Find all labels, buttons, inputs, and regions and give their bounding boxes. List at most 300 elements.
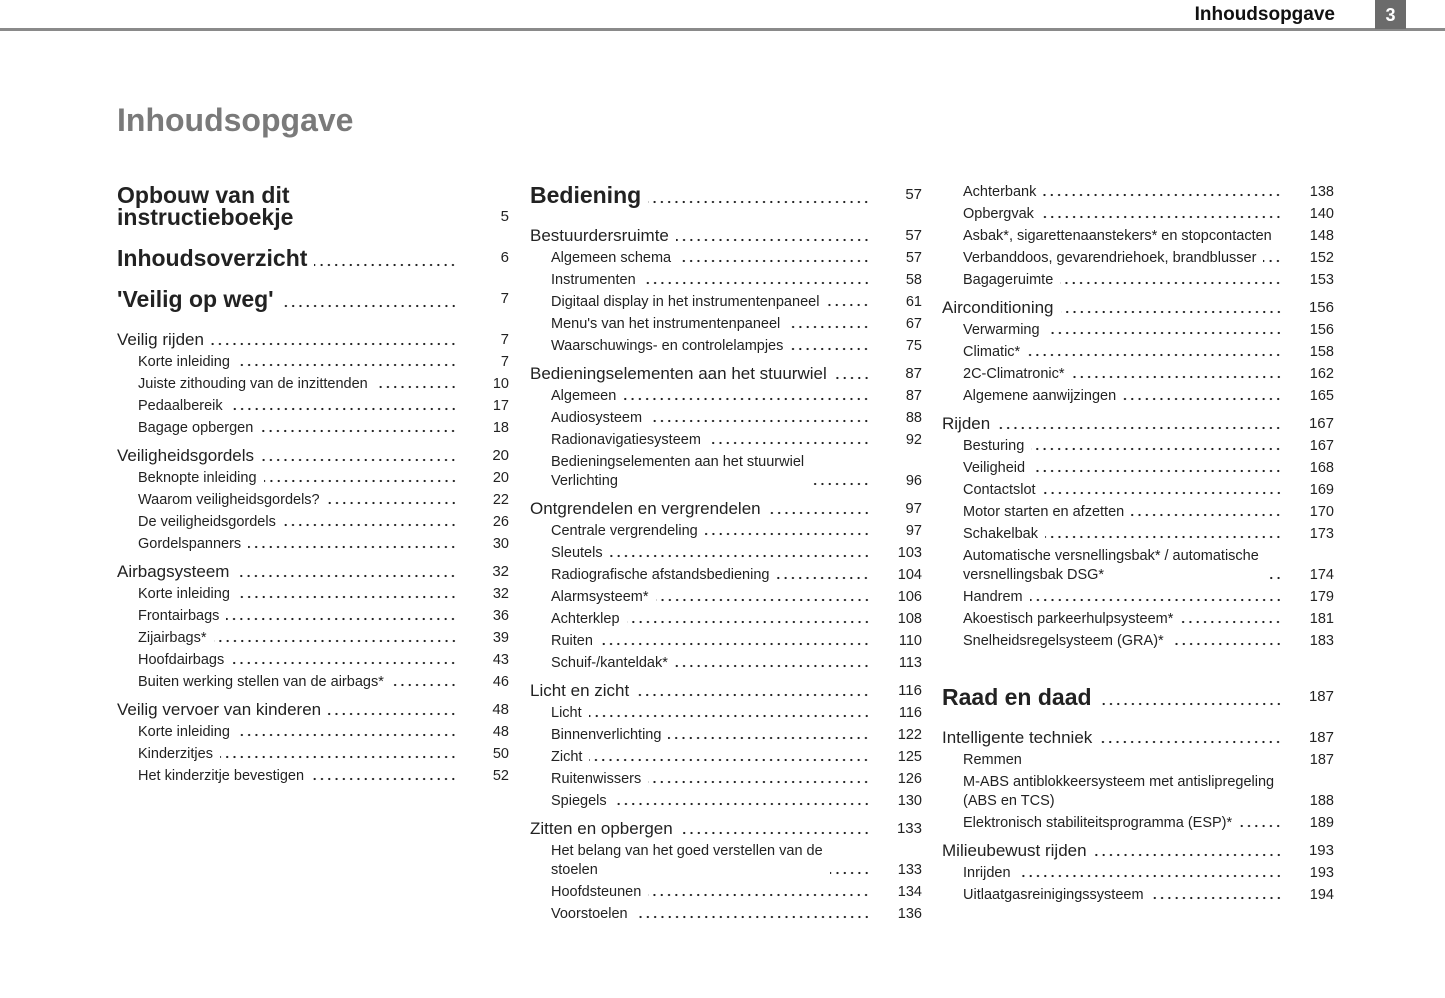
toc-entry-label: Schakelbak (963, 525, 1038, 542)
toc-subsection[interactable] (530, 840, 922, 881)
toc-entry-label: Veilig vervoer van kinderen (117, 700, 322, 719)
dot-leader (220, 753, 457, 759)
toc-entry-label: 'Veilig op weg' (117, 286, 274, 312)
toc-entry-label: M-ABS antiblokkeersysteem met antislipregeling (ABS en TCS) (963, 773, 1275, 809)
dot-leader (281, 302, 457, 308)
toc-subsection[interactable] (117, 373, 509, 395)
toc-section[interactable] (942, 297, 1334, 319)
dot-leader (1043, 489, 1282, 495)
toc-subsection[interactable] (530, 652, 922, 674)
dot-leader (1027, 351, 1282, 357)
toc-entry-text (942, 547, 1282, 585)
dot-leader (678, 257, 870, 263)
toc-page-number: 87 (905, 387, 922, 404)
toc-entry-text (117, 329, 457, 351)
dot-leader (1094, 851, 1282, 857)
toc-page-number: 46 (492, 673, 509, 690)
toc-page-number: 156 (1309, 321, 1334, 338)
toc-entry-text (530, 610, 870, 629)
dot-leader (643, 279, 870, 285)
dot-leader (260, 427, 457, 433)
toc-subsection[interactable] (117, 605, 509, 627)
toc-subsection[interactable] (117, 351, 509, 373)
toc-entry-label: Menu's van het instrumentenpaneel (551, 315, 781, 332)
toc-subsection[interactable] (942, 749, 1334, 771)
toc-subsection[interactable] (530, 291, 922, 313)
toc-subsection[interactable] (942, 457, 1334, 479)
toc-page-number: 32 (492, 585, 509, 602)
toc-entry-text (942, 387, 1282, 406)
toc-entry-label: Airbagsysteem (117, 562, 230, 581)
dot-leader (236, 572, 457, 578)
toc-section[interactable] (117, 561, 509, 583)
dot-leader (211, 340, 457, 346)
toc-page-number: 7 (500, 331, 509, 348)
toc-subsection[interactable] (942, 269, 1334, 291)
dot-leader (391, 681, 457, 687)
toc-entry-label: Raad en daad (942, 684, 1092, 710)
toc-page-number: 193 (1309, 864, 1334, 881)
toc-subsection[interactable] (530, 768, 922, 790)
toc-subsection[interactable] (530, 630, 922, 652)
toc-entry-label: Korte inleiding (138, 723, 230, 740)
toc-subsection[interactable] (530, 247, 922, 269)
toc-subsection[interactable] (942, 225, 1334, 247)
toc-entry-text (530, 225, 870, 247)
toc-entry-label: Waarom veiligheidsgordels? (138, 491, 320, 508)
toc-entry-text (942, 205, 1282, 224)
toc-subsection[interactable] (117, 467, 509, 489)
dot-leader (1123, 395, 1282, 401)
toc-subsection[interactable] (942, 247, 1334, 269)
toc-entry-text (530, 680, 870, 702)
toc-entry-label: Schuif-/kanteldak* (551, 654, 668, 671)
toc-entry-label: Bedieningselementen aan het stuurwiel Verlichting (551, 453, 805, 489)
toc-entry-label: Waarschuwings- en controlelampjes (551, 337, 784, 354)
toc-section[interactable] (117, 445, 509, 467)
toc-section[interactable] (942, 727, 1334, 749)
toc-page-number: 57 (905, 249, 922, 266)
dot-leader (1061, 308, 1282, 314)
toc-section[interactable] (530, 363, 922, 385)
toc-page-number: 136 (897, 905, 922, 922)
toc-page-number: 183 (1309, 632, 1334, 649)
dot-leader (636, 691, 870, 697)
toc-subsection[interactable] (942, 608, 1334, 630)
toc-entry-text (530, 842, 870, 880)
toc-subsection[interactable] (942, 884, 1334, 906)
toc-entry-label: Audiosysteem (551, 409, 643, 426)
toc-page-number: 133 (896, 820, 922, 837)
toc-page-number: 162 (1309, 365, 1334, 382)
toc-page-number: 20 (492, 447, 509, 464)
toc-entry-label: Korte inleiding (138, 353, 230, 370)
toc-page-number: 126 (897, 770, 922, 787)
toc-entry-label: Elektronisch stabiliteitsprogramma (ESP)* (963, 814, 1233, 831)
dot-leader (264, 477, 457, 483)
dot-leader (589, 712, 870, 718)
toc-page-number: 17 (492, 397, 509, 414)
dot-leader (787, 323, 870, 329)
dot-leader (231, 659, 457, 665)
dot-leader (230, 405, 457, 411)
toc-page-number: 138 (1309, 183, 1334, 200)
dot-leader (327, 499, 457, 505)
toc-entry-label: Binnenverlichting (551, 726, 662, 743)
toc-entry-label: Het belang van het goed verstellen van de stoelen (551, 842, 823, 878)
toc-page-number: 32 (492, 563, 509, 580)
toc-entry-text (117, 513, 457, 532)
dot-leader (776, 574, 870, 580)
toc-entry-text (117, 629, 457, 648)
toc-subsection[interactable] (942, 501, 1334, 523)
dot-leader (627, 618, 870, 624)
toc-page-number: 7 (500, 353, 509, 370)
dot-leader (1031, 445, 1282, 451)
toc-entry-label: Kinderzitjes (138, 745, 213, 762)
toc-entry-text (530, 748, 870, 767)
toc-page-number: 30 (492, 535, 509, 552)
toc-entry-label: Centrale vergrendeling (551, 522, 698, 539)
toc-page-number: 140 (1309, 205, 1334, 222)
toc-entry-text (117, 353, 457, 372)
toc-section[interactable] (530, 225, 922, 247)
toc-entry-label: Frontairbags (138, 607, 220, 624)
toc-entry-text (942, 525, 1282, 544)
dot-leader (1180, 618, 1282, 624)
dot-leader (589, 756, 870, 762)
toc-page-number: 50 (492, 745, 509, 762)
toc-entry-text (530, 632, 870, 651)
toc-subsection[interactable] (530, 335, 922, 357)
toc-entry-label: Achterbank (963, 183, 1037, 200)
toc-entry-text (117, 561, 457, 583)
toc-subsection[interactable] (530, 542, 922, 564)
toc-subsection[interactable] (942, 181, 1334, 203)
toc-section[interactable] (942, 840, 1334, 862)
toc-subsection[interactable] (117, 395, 509, 417)
dot-leader (1171, 640, 1282, 646)
toc-page-number: 193 (1308, 842, 1334, 859)
dot-leader (668, 734, 870, 740)
toc-entry-text (117, 491, 457, 510)
toc-entry-text (942, 588, 1282, 607)
toc-subsection[interactable] (942, 385, 1334, 407)
toc-entry-label: Zijairbags* (138, 629, 207, 646)
toc-subsection[interactable] (942, 363, 1334, 385)
toc-entry-text (530, 522, 870, 541)
dot-leader (226, 615, 457, 621)
toc-subsection[interactable] (530, 724, 922, 746)
toc-entry-text (942, 481, 1282, 500)
toc-entry-text (942, 840, 1282, 862)
toc-page-number: 48 (492, 723, 509, 740)
toc-subsection[interactable] (530, 385, 922, 407)
toc-page-number: 75 (905, 337, 922, 354)
toc-page-number: 133 (897, 861, 922, 878)
toc-entry-label: Motor starten en afzetten (963, 503, 1125, 520)
toc-entry-label: Veiligheid (963, 459, 1026, 476)
toc-entry-label: Pedaalbereik (138, 397, 223, 414)
toc-entry-label: Ruiten (551, 632, 593, 649)
toc-subsection[interactable] (530, 564, 922, 586)
toc-page-number: 18 (492, 419, 509, 436)
dot-leader (1099, 700, 1282, 706)
toc-subsection[interactable] (117, 511, 509, 533)
toc-subsection[interactable] (530, 881, 922, 903)
running-header-title: Inhoudsopgave (1194, 4, 1335, 25)
dot-leader (623, 395, 870, 401)
page-number-badge: 3 (1375, 0, 1406, 29)
toc-page-number: 130 (897, 792, 922, 809)
toc-entry-text (942, 727, 1282, 749)
toc-entry-label: Voorstoelen (551, 905, 628, 922)
toc-chapter[interactable] (117, 184, 509, 228)
dot-leader (708, 439, 870, 445)
toc-entry-label: 2C-Climatronic* (963, 365, 1065, 382)
toc-section[interactable] (530, 680, 922, 702)
toc-section[interactable] (530, 818, 922, 840)
toc-entry-label: Verwarming (963, 321, 1040, 338)
dot-leader (656, 596, 871, 602)
toc-subsection[interactable] (530, 269, 922, 291)
toc-entry-label: Gordelspanners (138, 535, 242, 552)
toc-subsection[interactable] (530, 586, 922, 608)
toc-entry-text (530, 498, 870, 520)
dot-leader (1047, 329, 1282, 335)
toc-section[interactable] (530, 498, 922, 520)
toc-subsection[interactable] (942, 862, 1334, 884)
toc-subsection[interactable] (942, 771, 1334, 812)
toc-chapter[interactable] (530, 184, 922, 206)
toc-chapter[interactable] (117, 247, 509, 269)
toc-entry-text (942, 610, 1282, 629)
toc-entry-text (530, 726, 870, 745)
dot-leader (311, 775, 457, 781)
dot-leader (237, 731, 457, 737)
toc-page-number: 194 (1309, 886, 1334, 903)
toc-entry-text (942, 365, 1282, 384)
dot-leader (610, 552, 870, 558)
toc-subsection[interactable] (942, 319, 1334, 341)
toc-entry-label: Akoestisch parkeerhulpsysteem* (963, 610, 1174, 627)
toc-subsection[interactable] (942, 545, 1334, 586)
toc-entry-text (530, 818, 870, 840)
dot-leader (648, 778, 870, 784)
toc-entry-text (530, 588, 870, 607)
toc-page-number: 43 (492, 651, 509, 668)
toc-subsection[interactable] (530, 702, 922, 724)
toc-column-3 (942, 181, 1334, 906)
toc-page-number: 57 (905, 186, 922, 203)
toc-subsection[interactable] (530, 520, 922, 542)
dot-leader (283, 521, 457, 527)
toc-subsection[interactable] (117, 743, 509, 765)
toc-subsection[interactable] (942, 479, 1334, 501)
toc-section[interactable] (117, 699, 509, 721)
toc-entry-text (530, 387, 870, 406)
toc-entry-text (942, 814, 1282, 833)
toc-entry-label: Bedieningselementen aan het stuurwiel (530, 364, 827, 383)
toc-entry-text (942, 503, 1282, 522)
dot-leader (1099, 738, 1282, 744)
toc-subsection[interactable] (117, 489, 509, 511)
toc-subsection[interactable] (117, 627, 509, 649)
dot-leader (261, 456, 457, 462)
dot-leader (237, 361, 457, 367)
toc-entry-label: Digitaal display in het instrumentenpaneel (551, 293, 820, 310)
toc-subsection[interactable] (117, 649, 509, 671)
toc-page-number: 169 (1309, 481, 1334, 498)
toc-entry-text (117, 469, 457, 488)
toc-entry-text (117, 375, 457, 394)
toc-entry-text (942, 413, 1282, 435)
toc-entry-text (530, 883, 870, 902)
toc-entry-label: Juiste zithouding van de inzittenden (138, 375, 368, 392)
toc-page-number: 36 (492, 607, 509, 624)
toc-page-number: 125 (897, 748, 922, 765)
toc-subsection[interactable] (942, 341, 1334, 363)
toc-page-number: 52 (492, 767, 509, 784)
toc-page-number: 22 (492, 491, 509, 508)
toc-page-number: 122 (897, 726, 922, 743)
toc-subsection[interactable] (942, 630, 1334, 652)
toc-entry-label: Automatische versnellingsbak* / automatische versnellingsbak DSG* (963, 547, 1259, 583)
toc-entry-text (942, 437, 1282, 456)
toc-page-number: 187 (1308, 688, 1334, 705)
toc-subsection[interactable] (117, 583, 509, 605)
toc-page-number: 116 (898, 682, 922, 699)
toc-entry-label: Korte inleiding (138, 585, 230, 602)
toc-entry-label: Bestuurdersruimte (530, 226, 669, 245)
toc-chapter[interactable] (942, 686, 1334, 708)
toc-entry-text (117, 767, 457, 786)
toc-page-number: 165 (1309, 387, 1334, 404)
toc-subsection[interactable] (117, 533, 509, 555)
dot-leader (614, 800, 870, 806)
toc-subsection[interactable] (530, 429, 922, 451)
dot-leader (1018, 872, 1282, 878)
toc-subsection[interactable] (530, 313, 922, 335)
toc-subsection[interactable] (530, 790, 922, 812)
toc-page-number: 108 (897, 610, 922, 627)
toc-subsection[interactable] (117, 721, 509, 743)
toc-entry-text (942, 632, 1282, 651)
toc-entry-text (117, 419, 457, 438)
toc-subsection[interactable] (530, 903, 922, 925)
toc-entry-label: Opbouw van dit instructieboekje (117, 182, 294, 230)
toc-entry-label: Algemene aanwijzingen (963, 387, 1117, 404)
toc-subsection[interactable] (942, 586, 1334, 608)
toc-subsection[interactable] (942, 203, 1334, 225)
toc-entry-text (117, 673, 457, 692)
toc-entry-text (530, 453, 870, 491)
dot-leader (676, 236, 870, 242)
toc-entry-label: Hoofdsteunen (551, 883, 642, 900)
toc-page-number: 148 (1309, 227, 1334, 244)
dot-leader (328, 710, 457, 716)
toc-entry-text (117, 247, 457, 269)
toc-subsection[interactable] (530, 407, 922, 429)
toc-entry-text (942, 183, 1282, 202)
toc-page-number: 26 (492, 513, 509, 530)
dot-leader (600, 640, 870, 646)
toc-entry-text (942, 271, 1282, 290)
toc-entry-text (530, 409, 870, 428)
toc-entry-label: Milieubewust rijden (942, 841, 1087, 860)
toc-entry-text (117, 723, 457, 742)
dot-leader (680, 829, 870, 835)
toc-entry-text (117, 445, 457, 467)
toc-page-number: 92 (905, 431, 922, 448)
toc-page-number: 106 (897, 588, 922, 605)
toc-page-number: 57 (905, 227, 922, 244)
toc-entry-text (117, 607, 457, 626)
toc-entry-label: Radiografische afstandsbediening (551, 566, 770, 583)
toc-page-number: 39 (492, 629, 509, 646)
toc-entry-text (530, 654, 870, 673)
toc-entry-text (942, 343, 1282, 362)
toc-page-number: 97 (905, 522, 922, 539)
toc-subsection[interactable] (530, 746, 922, 768)
toc-page-number: 116 (898, 704, 922, 721)
toc-page-number: 5 (500, 208, 509, 225)
toc-subsection[interactable] (117, 671, 509, 693)
toc-page-number: 6 (500, 249, 509, 266)
toc-entry-label: Remmen (963, 751, 1022, 768)
toc-subsection[interactable] (117, 417, 509, 439)
toc-entry-label: Besturing (963, 437, 1025, 454)
toc-entry-text (117, 535, 457, 554)
dot-leader (1060, 279, 1282, 285)
toc-subsection[interactable] (530, 608, 922, 630)
toc-entry-label: Algemeen (551, 387, 617, 404)
toc-entry-text (942, 227, 1282, 246)
toc-entry-label: Airconditioning (942, 298, 1054, 317)
toc-section[interactable] (942, 413, 1334, 435)
dot-leader (237, 593, 457, 599)
dot-leader (1263, 257, 1282, 263)
dot-leader (1041, 213, 1282, 219)
toc-entry-label: Achterklep (551, 610, 620, 627)
dot-leader (648, 198, 870, 204)
toc-entry-text (117, 288, 457, 310)
toc-entry-label: Asbak*, sigarettenaanstekers* en stopcontacten (963, 227, 1272, 244)
toc-entry-text (530, 544, 870, 563)
toc-subsection[interactable] (942, 812, 1334, 834)
dot-leader (1266, 574, 1282, 580)
toc-page-number: 134 (897, 883, 922, 900)
toc-entry-text (942, 459, 1282, 478)
toc-page-number: 187 (1309, 751, 1334, 768)
toc-subsection[interactable] (117, 765, 509, 787)
dot-leader (1043, 191, 1282, 197)
dot-leader (834, 374, 870, 380)
toc-chapter[interactable] (117, 288, 509, 310)
toc-entry-label: Beknopte inleiding (138, 469, 257, 486)
toc-entry-label: Veiligheidsgordels (117, 446, 255, 465)
toc-subsection[interactable] (942, 523, 1334, 545)
toc-page-number: 20 (492, 469, 509, 486)
dot-leader (1029, 759, 1282, 765)
toc-section[interactable] (117, 329, 509, 351)
toc-entry-text (117, 585, 457, 604)
toc-subsection[interactable] (942, 435, 1334, 457)
toc-entry-label: Handrem (963, 588, 1023, 605)
toc-entry-label: Instrumenten (551, 271, 636, 288)
toc-subsection[interactable] (530, 451, 922, 492)
toc-page-number: 173 (1309, 525, 1334, 542)
